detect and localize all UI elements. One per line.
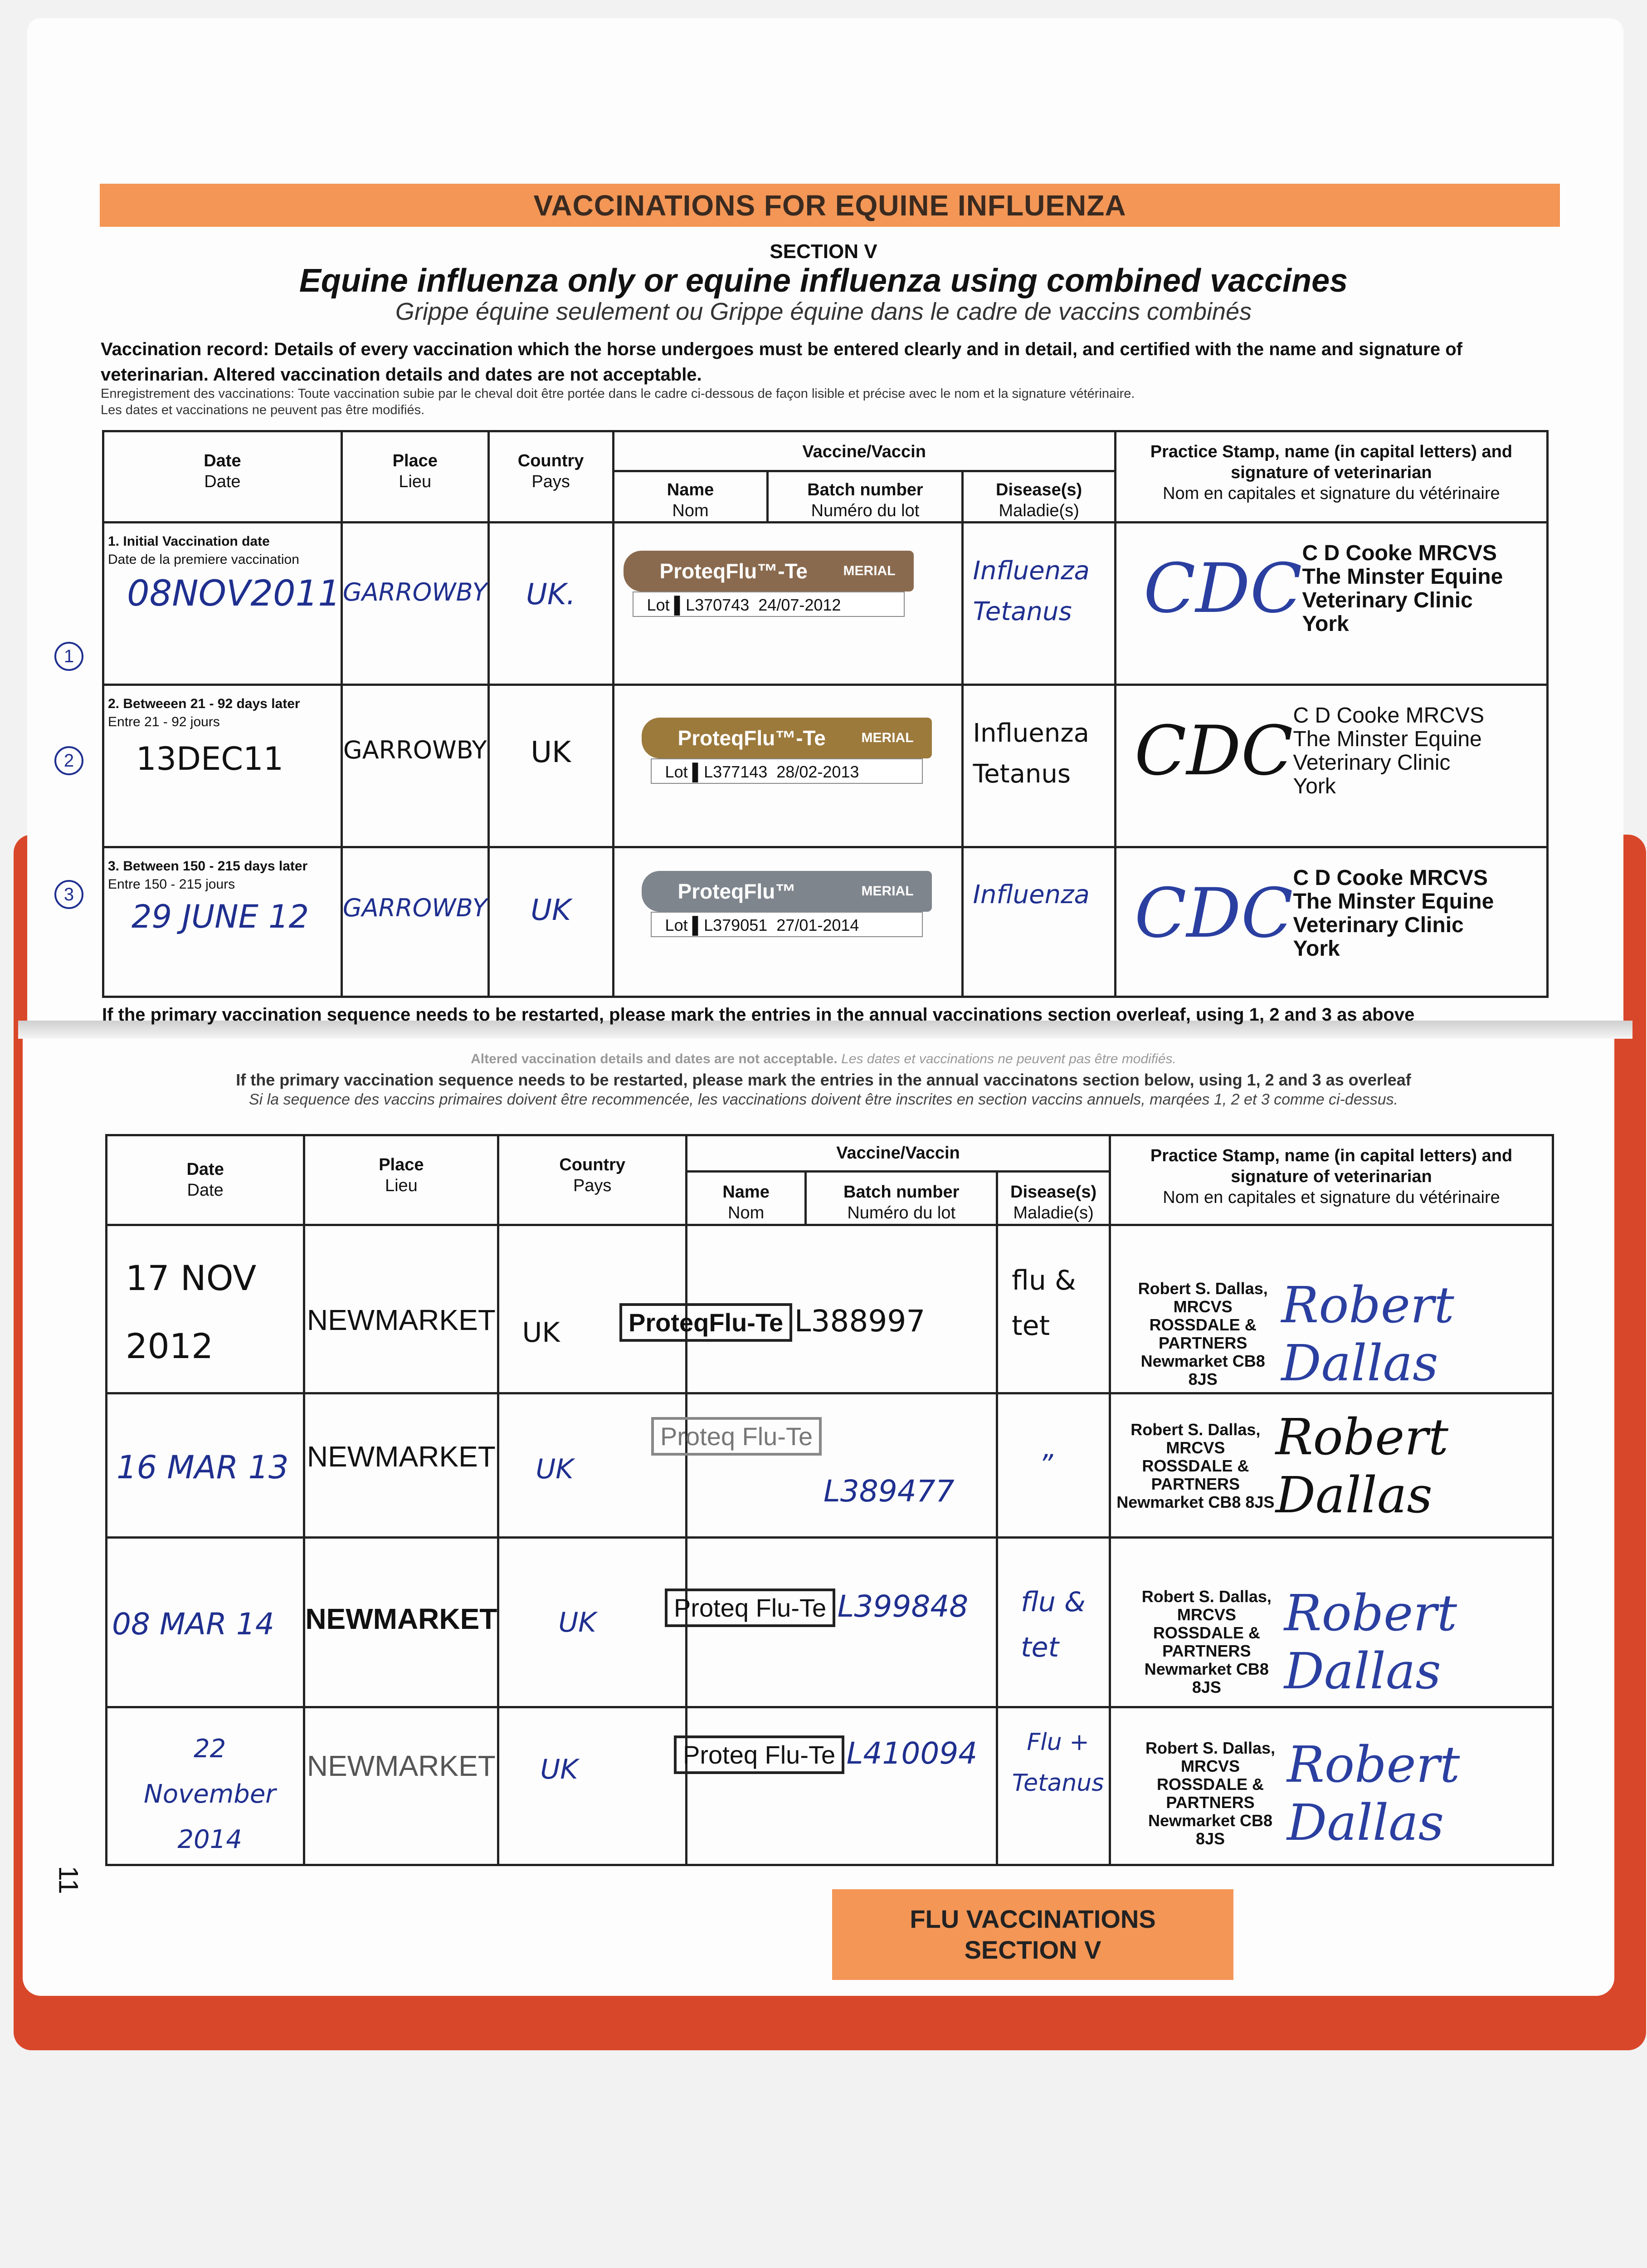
marker-1: 1 xyxy=(54,642,83,671)
sticker-lot: L379051 xyxy=(704,916,768,934)
sticker-maker: MERIAL xyxy=(861,884,914,899)
table-row xyxy=(103,847,1548,997)
marker-2: 2 xyxy=(54,746,83,775)
place-value: GARROWBY xyxy=(341,847,488,997)
country-value: UK xyxy=(498,1225,687,1393)
col-stamp: Practice Stamp, name (in capital letters) and signature of veterinarian Nom en capitales et signature du vétérinaire xyxy=(1115,431,1547,523)
vet-name: Robert S. Dallas, MRCVS xyxy=(1130,1420,1261,1457)
place-value: NEWMARKET xyxy=(304,1538,498,1707)
vaccine-sticker-cell xyxy=(613,847,963,997)
vaccine-batch-cell xyxy=(628,1225,997,1393)
col-disease: Disease(s) Maladie(s) xyxy=(997,1172,1110,1225)
marker-3: 3 xyxy=(54,880,83,909)
col-name: Name Nom xyxy=(613,471,768,523)
vet-practice: ROSSDALE & PARTNERS xyxy=(1153,1623,1260,1660)
vet-name: C D Cooke MRCVS xyxy=(1302,541,1497,565)
vet-name: Robert S. Dallas, MRCVS xyxy=(1138,1279,1268,1316)
restart-note-lower-fr: Si la sequence des vaccins primaires doivent être recommencée, les vaccinations doivent être inscrites en section vaccins annuels, marqées 1, 2 et 3 comme ci-dessus. xyxy=(249,1091,1398,1108)
vaccine-sticker-cell xyxy=(613,685,963,847)
vet-signature: CDC xyxy=(1143,549,1302,628)
vet-practice: ROSSDALE & PARTNERS xyxy=(1157,1775,1264,1812)
sticker-exp: 24/07-2012 xyxy=(758,596,841,614)
vaccine-sticker xyxy=(642,718,936,786)
date-value: 16 MAR 13 xyxy=(107,1393,304,1538)
vet-practice: ROSSDALE & PARTNERS xyxy=(1149,1315,1257,1352)
page-number: 11 xyxy=(53,1866,84,1894)
sticker-bottom: Lot ▌L377143 28/02-2013 xyxy=(651,758,923,784)
restart-note: If the primary vaccination sequence needs to be restarted, please mark the entries in the annual vaccinations section overleaf, using 1, 2 and 3 as above xyxy=(102,1005,1415,1025)
sticker-top xyxy=(624,551,914,591)
disease-value: Influenza xyxy=(963,847,1115,997)
stamp-cell xyxy=(1110,1707,1553,1865)
table-row xyxy=(107,1393,1553,1538)
vet-address: Newmarket CB8 8JS xyxy=(1148,1811,1273,1848)
vaccine-sticker xyxy=(624,551,918,619)
vaccine-stamp: Proteq Flu-Te xyxy=(651,1417,822,1456)
altered-note-fr: Les dates et vaccinations ne peuvent pas être modifiés. xyxy=(841,1051,1176,1066)
altered-note xyxy=(0,1051,1647,1067)
sticker-maker: MERIAL xyxy=(843,563,896,578)
disease-value: flu & tet xyxy=(997,1538,1110,1707)
place-value: GARROWBY xyxy=(341,685,488,847)
batch-value: L388997 xyxy=(794,1304,926,1339)
vaccine-batch-cell xyxy=(682,1707,997,1865)
row-label-fr: Entre 150 - 215 jours xyxy=(108,877,235,892)
vaccine-batch-cell xyxy=(673,1538,997,1707)
stamp-cell xyxy=(1115,685,1547,847)
country-value: UK xyxy=(488,847,613,997)
record-instructions-fr xyxy=(101,386,1574,418)
sticker-lot: L377143 xyxy=(704,763,768,781)
vet-practice: The Minster Equine Veterinary Clinic xyxy=(1302,565,1503,612)
record-fr-line1: Enregistrement des vaccinations: Toute vaccination subie par le cheval doit être portée dans le cadre ci-dessous de façon lisible et précise avec le nom et la signature vétérinaire. xyxy=(101,386,1135,401)
sticker-lot: L370743 xyxy=(686,596,750,614)
vet-signature: Robert Dallas xyxy=(1284,1584,1457,1700)
disease-value: Influenza Tetanus xyxy=(963,685,1115,847)
stamp-cell xyxy=(1110,1393,1553,1538)
row-label-fr: Date de la premiere vaccination xyxy=(108,552,299,567)
vaccine-sticker xyxy=(642,871,936,939)
disease-value: ” xyxy=(997,1393,1110,1538)
col-name: Name Nom xyxy=(686,1172,805,1225)
altered-note-en: Altered vaccination details and dates are not acceptable. xyxy=(471,1051,838,1066)
record-instructions: Vaccination record: Details of every vaccination which the horse undergoes must be entered clearly and in detail, and certified with the name and signature of veterinarian. Altered vaccination details and dates are not acceptable. xyxy=(101,339,1462,385)
disease-value: flu & tet xyxy=(997,1225,1110,1393)
stamp-cell xyxy=(1110,1225,1553,1393)
vet-name: Robert S. Dallas, MRCVS xyxy=(1141,1587,1272,1624)
col-country: Country Pays xyxy=(488,431,613,523)
vet-stamp xyxy=(1293,704,1546,798)
vet-practice: The Minster Equine Veterinary Clinic xyxy=(1293,890,1494,937)
col-place: Place Lieu xyxy=(304,1135,498,1225)
section-label: SECTION V xyxy=(770,240,877,263)
vet-city: York xyxy=(1293,774,1336,798)
vet-address: Newmarket CB8 8JS xyxy=(1116,1493,1275,1511)
sticker-bottom: Lot ▌L370743 24/07-2012 xyxy=(633,591,905,617)
col-vaccine: Vaccine/Vaccin xyxy=(686,1135,1110,1172)
table-row xyxy=(103,523,1548,685)
stamp-cell xyxy=(1115,847,1547,997)
country-value: UK xyxy=(498,1538,687,1707)
sticker-exp: 28/02-2013 xyxy=(776,763,859,781)
col-country: Country Pays xyxy=(498,1135,687,1225)
row-label: 1. Initial Vaccination date xyxy=(108,534,270,549)
country-value: UK xyxy=(498,1393,687,1538)
vet-stamp xyxy=(1125,1280,1281,1388)
sticker-bottom: Lot ▌L379051 27/01-2014 xyxy=(651,912,923,937)
table-row xyxy=(107,1707,1553,1865)
col-vaccine: Vaccine/Vaccin xyxy=(613,431,1115,471)
batch-value: L399848 xyxy=(837,1589,969,1624)
vet-stamp xyxy=(1302,542,1546,636)
vet-stamp xyxy=(1293,866,1546,961)
record-fr-line2: Les dates et vaccinations ne peuvent pas être modifiés. xyxy=(101,403,425,417)
sticker-top xyxy=(642,718,932,758)
date-value: 29 JUNE 12 xyxy=(132,898,309,935)
sticker-vaccine: ProteqFlu™-Te xyxy=(659,559,808,583)
vaccine-stamp: ProteqFlu-Te xyxy=(619,1303,792,1342)
row-label: 2. Betweeen 21 - 92 days later xyxy=(108,696,300,711)
footer-box-line1: FLU VACCINATIONS xyxy=(910,1905,1156,1933)
vet-signature: CDC xyxy=(1134,712,1293,791)
vaccine-stamp: Proteq Flu-Te xyxy=(665,1589,835,1627)
table-row xyxy=(107,1538,1553,1707)
date-cell xyxy=(103,523,342,685)
vet-name: C D Cooke MRCVS xyxy=(1293,704,1484,728)
batch-value: L410094 xyxy=(846,1736,978,1771)
date-value: 08 MAR 14 xyxy=(107,1538,304,1707)
country-value: UK. xyxy=(488,523,613,685)
date-value: 17 NOV 2012 xyxy=(107,1225,304,1393)
table-row xyxy=(107,1225,1553,1393)
vet-city: York xyxy=(1293,937,1340,961)
disease-value: Flu + Tetanus xyxy=(997,1707,1110,1865)
banner-title: VACCINATIONS FOR EQUINE INFLUENZA xyxy=(100,184,1560,227)
col-stamp: Practice Stamp, name (in capital letters) and signature of veterinarian Nom en capitales et signature du vétérinaire xyxy=(1110,1135,1553,1225)
sticker-exp: 27/01-2014 xyxy=(776,916,859,934)
table-row xyxy=(103,685,1548,847)
row-label: 3. Between 150 - 215 days later xyxy=(108,859,308,874)
sticker-maker: MERIAL xyxy=(861,730,914,745)
stamp-cell xyxy=(1110,1538,1553,1707)
footer-box-line2: SECTION V xyxy=(964,1936,1101,1964)
place-value: NEWMARKET xyxy=(304,1393,498,1538)
row-label-fr: Entre 21 - 92 jours xyxy=(108,714,220,729)
date-value: 22 November 2014 xyxy=(107,1707,304,1865)
footer-section-box xyxy=(832,1889,1233,1980)
title-french: Grippe équine seulement ou Grippe équine dans le cadre de vaccins combinés xyxy=(395,298,1252,325)
vet-practice: ROSSDALE & PARTNERS xyxy=(1142,1457,1249,1493)
col-place: Place Lieu xyxy=(341,431,488,523)
vet-signature: CDC xyxy=(1134,874,1293,953)
vet-stamp xyxy=(1129,1588,1284,1696)
sticker-top xyxy=(642,871,932,912)
col-disease: Disease(s) Maladie(s) xyxy=(963,471,1115,523)
col-batch: Batch number Numéro du lot xyxy=(806,1172,997,1225)
vet-address: Newmarket CB8 8JS xyxy=(1144,1660,1269,1696)
vet-name: Robert S. Dallas, MRCVS xyxy=(1145,1739,1276,1775)
annual-vaccination-table xyxy=(105,1134,1554,1866)
country-value: UK xyxy=(498,1707,687,1865)
place-value: NEWMARKET xyxy=(304,1225,498,1393)
sticker-vaccine: ProteqFlu™ xyxy=(677,880,796,903)
vet-signature: Robert Dallas xyxy=(1275,1408,1449,1524)
vaccine-sticker-cell xyxy=(613,523,963,685)
stamp-cell xyxy=(1115,523,1547,685)
vet-stamp xyxy=(1116,1421,1276,1511)
batch-value: L389477 xyxy=(823,1474,955,1509)
col-batch: Batch number Numéro du lot xyxy=(768,471,963,523)
date-cell xyxy=(103,847,342,997)
date-value: 13DEC11 xyxy=(136,740,284,777)
col-date: Date Date xyxy=(103,431,342,523)
col-date: Date Date xyxy=(107,1135,304,1225)
vet-name: C D Cooke MRCVS xyxy=(1293,866,1488,890)
country-value: UK xyxy=(488,685,613,847)
disease-value: Influenza Tetanus xyxy=(963,523,1115,685)
vet-stamp xyxy=(1134,1739,1287,1848)
vet-practice: The Minster Equine Veterinary Clinic xyxy=(1293,727,1482,775)
date-cell xyxy=(103,685,342,847)
place-value: NEWMARKET xyxy=(304,1707,498,1865)
vaccine-stamp: Proteq Flu-Te xyxy=(674,1735,844,1774)
vet-address: Newmarket CB8 8JS xyxy=(1140,1352,1265,1388)
restart-note-lower: If the primary vaccination sequence needs to be restarted, please mark the entries in the annual vaccinatons section below, using 1, 2 and 3 as overleaf xyxy=(236,1070,1411,1089)
primary-vaccination-table xyxy=(102,430,1549,998)
title-english: Equine influenza only or equine influenza using combined vaccines xyxy=(299,263,1348,299)
vet-city: York xyxy=(1302,612,1349,636)
vet-signature: Robert Dallas xyxy=(1281,1276,1454,1392)
date-value: 08NOV2011 xyxy=(127,573,341,614)
place-value: GARROWBY xyxy=(341,523,488,685)
sticker-vaccine: ProteqFlu™-Te xyxy=(677,726,826,750)
vaccine-batch-cell xyxy=(660,1393,997,1538)
vet-signature: Robert Dallas xyxy=(1287,1735,1460,1852)
